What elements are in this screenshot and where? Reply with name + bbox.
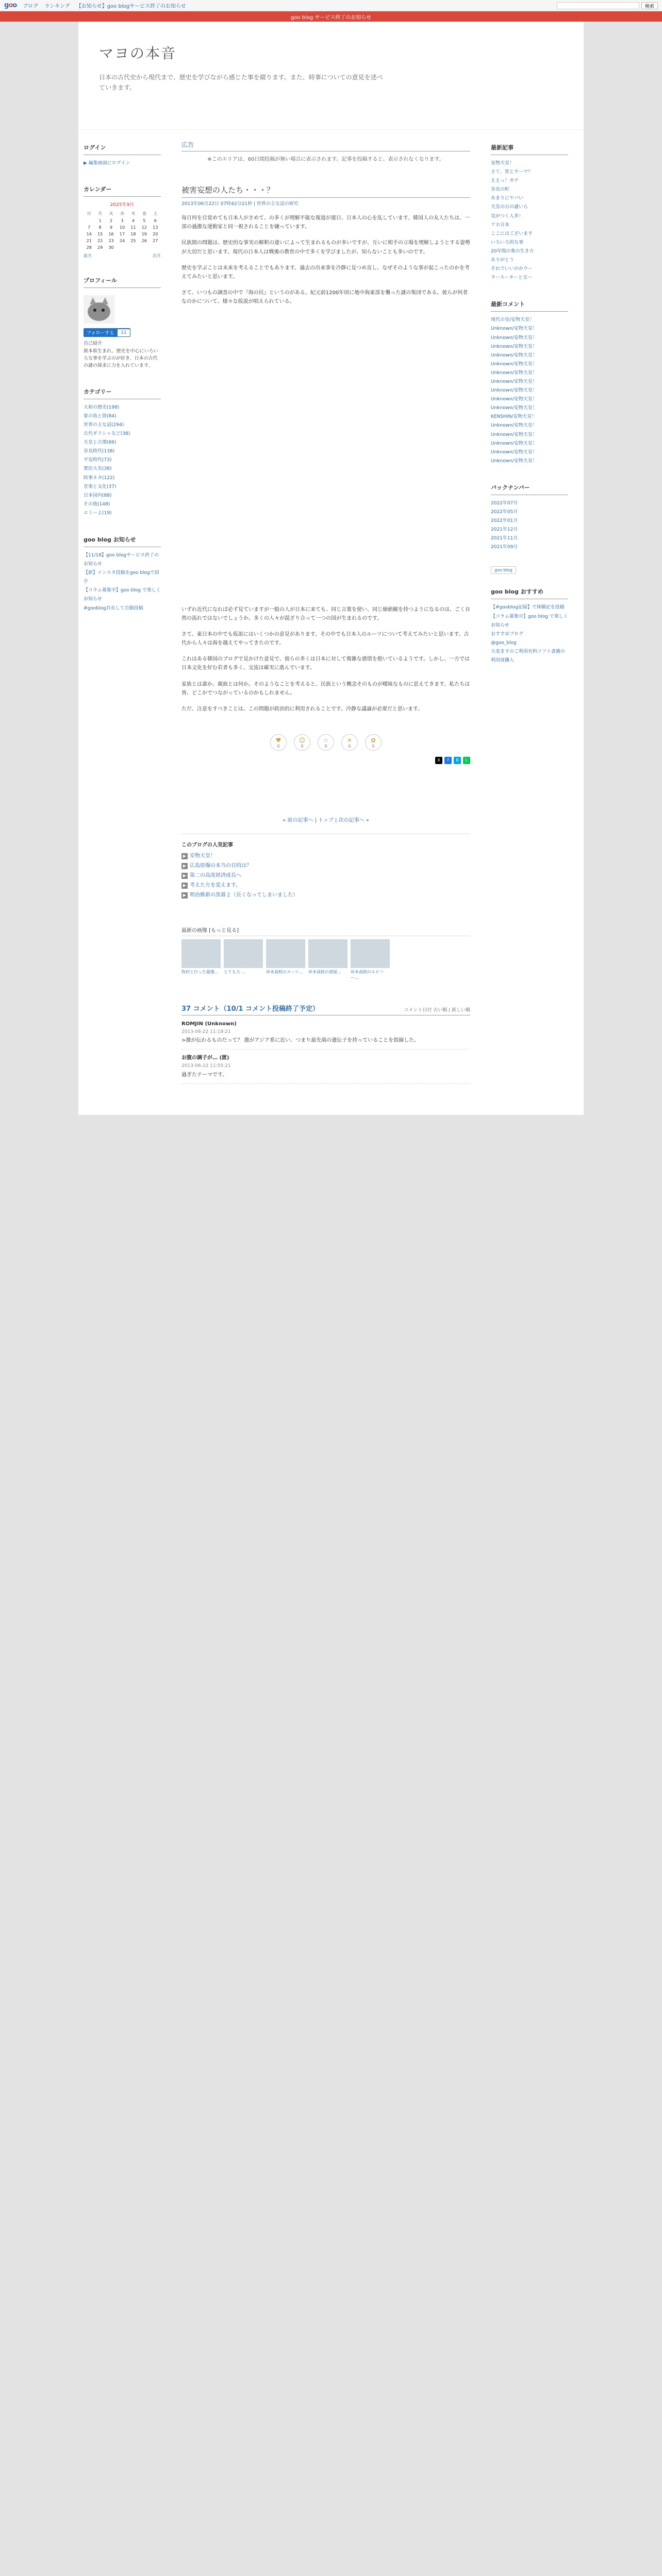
popular-item-label: 明治維新の黒幕２（長くなってしまいました） (190, 892, 298, 899)
recent-thumb (266, 939, 305, 968)
recent-posts-heading: 最新記事 (491, 140, 568, 155)
recent-comment-item[interactable]: Unknown/安物天皇！ (491, 352, 537, 358)
popular-item[interactable] (181, 880, 470, 890)
backnumber-heading: バックナンバー (491, 480, 568, 495)
recent-comment-item[interactable]: Unknown/安物天皇！ (491, 423, 537, 429)
recent-comment-item[interactable]: Unknown/安物天皇！ (491, 432, 537, 437)
recent-image-card[interactable] (308, 939, 347, 980)
reaction-icon: ☀ (346, 736, 353, 744)
left-sidebar (78, 140, 166, 1084)
recommend-item[interactable]: おすすめブログ (491, 631, 524, 637)
calendar-weekday: 木 (131, 211, 136, 216)
follow-label: フォローする (87, 331, 114, 336)
reaction-count: 0 (348, 743, 351, 749)
share-buttons (181, 757, 470, 764)
rank-badge: ▶ (181, 853, 188, 859)
calendar-day: 27 (153, 239, 158, 244)
category-heading: カテゴリー (84, 384, 161, 399)
recent-image-title: とても大 … (224, 970, 246, 975)
comment-date: 2013-06-22 11:19:21 (181, 1029, 231, 1035)
category-item[interactable]: 時事ネタ(122) (84, 475, 115, 481)
post-pager[interactable]: « 前の記事へ | トップ | 次の記事へ » (283, 818, 369, 824)
comments-heading: 37 コメント（10/1 コメント投稿終了予定） (181, 1005, 320, 1013)
global-nav (0, 0, 662, 11)
recent-image-title: 岸本高校のスーツ… (266, 970, 303, 975)
post-paragraph: 家族とは誰か。親族とは何か。そのようなことを考えると、民族という概念そのものが曖昧なものに思えてきます。私たちは皆、どこかでつながっているのかもしれません。 (181, 681, 470, 696)
calendar-day: 1 (98, 218, 102, 224)
reaction-button[interactable] (341, 734, 358, 751)
category-item[interactable]: エミーよ(19) (84, 510, 112, 516)
recent-thumb (351, 939, 390, 968)
recent-comment-item[interactable]: Unknown/安物天皇！ (491, 326, 537, 332)
gnav-link-notice[interactable]: 【お知らせ】goo blogサービス終了のお知らせ (76, 4, 186, 9)
comment-author[interactable]: ROMJIN (Unknown) (181, 1021, 237, 1027)
login-box (84, 140, 161, 167)
recent-image-card[interactable] (266, 939, 305, 980)
recent-image-card[interactable] (181, 939, 221, 980)
backnumber-item[interactable]: 2022年05月 (491, 510, 518, 515)
recent-post-item[interactable]: ありがとう (491, 258, 515, 263)
category-item[interactable]: 大和の歴史(198) (84, 404, 120, 410)
profile-text: 熊本県生まれ。歴史を中心にいろいろな事を学ぶのが好き、日本の古代の謎の探求に力を入れています。 (84, 348, 158, 369)
calendar-day: 17 (119, 232, 125, 237)
recent-post-item[interactable]: あまりにヤバい (491, 196, 524, 201)
post-paragraph: いずれ近代になれば必ず見ていますが一般の人が日本に来ても、同じ言葉を使い、同じ価値観を持つようになるのは、ごく自然の流れではないでしょうか。多くの人々が混ざり合って一つの国が生まれるのです。 (181, 606, 470, 621)
recent-comment-item[interactable]: Unknown/安物天皇！ (491, 344, 537, 349)
recommend-item[interactable]: 大変ますのご利用有料ソフト書籍の利用度購入 (491, 649, 566, 664)
comment (181, 1049, 470, 1083)
calendar-day: 18 (130, 232, 136, 237)
rank-badge: ▶ (181, 873, 188, 879)
profile-name: 自己紹介 (84, 341, 103, 347)
calendar-day: 24 (119, 239, 125, 244)
post-meta[interactable]: 2013年06月22日 07時42分21秒 | 世界の主な話の研究 (181, 201, 299, 207)
follow-button[interactable] (84, 328, 130, 337)
popular-item[interactable] (181, 890, 470, 900)
category-item[interactable]: 奈良時代(138) (84, 449, 115, 454)
calendar-day (150, 244, 161, 251)
recent-post-item[interactable]: 20年間の奥の生き方 (491, 248, 534, 254)
popular-item-label: 広島原爆の本当の目的は？ (190, 863, 252, 869)
login-heading: ログイン (84, 140, 161, 155)
calendar-heading: カレンダー (84, 182, 161, 197)
recent-post-item[interactable]: ラースーターと宝ー (491, 275, 533, 281)
goo-notice-heading: goo blog お知らせ (84, 532, 161, 547)
calendar-day: 16 (108, 232, 114, 237)
reaction-count: 0 (301, 743, 304, 749)
category-item[interactable]: 世界の主な話(294) (84, 422, 124, 428)
rank-badge: ▶ (181, 892, 188, 899)
facebook-share-icon[interactable]: f (444, 757, 452, 764)
popular-item-label: 安物天皇！ (190, 853, 216, 859)
reaction-icon: ✿ (370, 736, 376, 744)
calendar-day (139, 244, 150, 251)
reaction-count: 0 (372, 743, 375, 749)
category-item[interactable]: 日本国内(88) (84, 493, 112, 498)
comment-author[interactable]: お腹の調子が… (匿) (181, 1055, 229, 1061)
right-sidebar (486, 140, 573, 1084)
recent-image-title: 岸本高校の部屋… (308, 970, 341, 975)
backnumber-item[interactable]: 2021年11月 (491, 536, 518, 541)
post-paragraph: 毎日何を目覚めても日本人がさめて、の多くが理解不能な報道が連日、日本人の心を乱しています。韓国人の友人たちは、一部の過激な運動家と同一視されることを嫌っています。 (181, 215, 470, 230)
recent-post-item[interactable]: 気がつく人多！ (491, 213, 524, 219)
reaction-icon: ♥ (275, 736, 282, 744)
recent-post-item[interactable]: 奈良の町 (491, 187, 510, 193)
recent-post-item[interactable]: 天皇の日の謎いら (491, 205, 528, 210)
recent-post-item[interactable]: それでいいのかウー (491, 266, 533, 272)
calendar-table (84, 210, 161, 251)
calendar-day: 28 (86, 245, 92, 250)
calendar-box (84, 182, 161, 259)
recent-comments-box (491, 297, 568, 466)
reaction-icon: ☆ (323, 736, 329, 744)
recent-posts-box (491, 140, 568, 282)
backnumber-box (491, 480, 568, 552)
recommend-item[interactable]: 【#gooblog記録】で体験記を投稿 (491, 605, 565, 611)
recent-comment-item[interactable]: Unknown/安物天皇！ (491, 361, 537, 367)
recommend-item[interactable]: 【コラム募集中】goo blog で楽しくお知らせ (491, 614, 568, 628)
post-image-space (181, 317, 481, 595)
post-paragraph: 民族間の問題は、歴史的な事実の解釈の違いによって生まれるものが多いですが、互いに相手の立場を理解しようとする姿勢が大切だと思います。現代の日本人は戦後の教育の中で多くを学びましたが、知らないことも多いのです。 (181, 240, 470, 255)
calendar-prev[interactable]: 前月 (84, 253, 92, 259)
comment (181, 1015, 470, 1049)
recent-image-title: 牧村と行った最後… (181, 970, 219, 975)
popular-item[interactable] (181, 861, 470, 871)
category-item[interactable]: 象の島と陸(84) (84, 413, 117, 419)
recent-images-heading[interactable]: 最新の画像 [もっと見る] (181, 926, 470, 936)
hatena-share-icon[interactable]: B (454, 757, 461, 764)
rank-badge: ▶ (181, 863, 188, 869)
profile-heading: プロフィール (84, 273, 161, 288)
recent-images (181, 939, 470, 980)
goo-notice-item[interactable]: 【11/18】goo blogサービス終了のお知らせ (84, 552, 159, 567)
recent-post-item[interactable]: いろいろ的な事 (491, 240, 524, 245)
gnav-search (557, 2, 658, 9)
category-box (84, 384, 161, 518)
reaction-count: 0 (277, 743, 280, 749)
popular-heading: このブログの人気記事 (181, 842, 233, 849)
gnav-link-blog[interactable]: ブログ (23, 4, 39, 9)
gnav-link-ranking[interactable]: ランキング (44, 4, 70, 9)
goo-notice-box (84, 532, 161, 613)
calendar-day: 21 (86, 239, 92, 244)
category-item[interactable]: 天皇と古墳(86) (84, 440, 117, 446)
comment-date: 2013-06-22 11:55:21 (181, 1063, 231, 1069)
login-link-label: 編集画面にログイン (88, 161, 130, 166)
post-paragraph: ただ、注意をすべきことは、この問題が政治的に利用されることです。冷静な議論が必要だと思います。 (181, 706, 423, 712)
category-item[interactable]: 古代ギリシャなど(38) (84, 431, 130, 437)
recent-comment-item[interactable]: Unknown/安物天皇！ (491, 379, 537, 384)
comment-text: >激が伝わるものだって？ 激がアジア系に近い、つまり最先端の遺伝子を持っていることを指摘した。 (181, 1038, 420, 1044)
recent-post-item[interactable]: アホ日本 (491, 222, 510, 228)
comments-sort[interactable]: コメント日付 古い順 | 新しい順 (404, 1007, 470, 1013)
recent-thumb (224, 939, 263, 968)
calendar-weekday: 金 (142, 211, 146, 216)
category-item[interactable]: 豊臣大名(38) (84, 466, 112, 472)
calendar-day: 25 (130, 239, 136, 244)
blog-title[interactable]: マヨの本音 (99, 45, 177, 62)
service-end-text: goo blog サービス終了のお知らせ (290, 14, 372, 21)
category-item[interactable]: 平安時代(73) (84, 457, 112, 463)
calendar-day: 29 (97, 245, 103, 250)
category-item[interactable]: 音楽と文化(37) (84, 484, 117, 489)
backnumber-item[interactable]: 2022年01月 (491, 518, 518, 524)
backnumber-item[interactable]: 2021年12月 (491, 527, 518, 533)
popular-item[interactable] (181, 871, 470, 880)
main-content (176, 140, 475, 1084)
reaction-button[interactable] (318, 734, 334, 751)
reaction-button[interactable] (365, 734, 382, 751)
calendar-day: 22 (97, 239, 103, 244)
calendar-day: 19 (141, 232, 147, 237)
recent-comment-item[interactable]: Unknown/安物天皇！ (491, 397, 537, 402)
calendar-day (84, 217, 94, 224)
recent-comment-item[interactable]: Unknown/安物天皇！ (491, 440, 537, 446)
calendar-weekday: 日 (87, 211, 91, 216)
reaction-buttons (181, 734, 470, 751)
reaction-icon: ☺ (299, 736, 306, 744)
calendar-weekday: 火 (109, 211, 113, 216)
reaction-button[interactable] (294, 734, 310, 751)
recent-comment-item[interactable]: KENSHIN/安物天皇！ (491, 414, 537, 420)
calendar-day: 30 (108, 245, 114, 250)
calendar-day (128, 244, 139, 251)
x-share-icon[interactable]: X (435, 757, 442, 764)
calendar-day: 2 (110, 218, 113, 224)
recent-comment-item[interactable]: Unknown/安物天皇！ (491, 370, 537, 376)
calendar-day: 7 (88, 225, 91, 230)
recent-image-card[interactable] (224, 939, 263, 980)
popular-item-label: 第二の高度経済成長へ (190, 873, 241, 879)
calendar-day: 20 (153, 232, 158, 237)
popular-item[interactable] (181, 851, 470, 861)
calendar-day: 4 (131, 218, 135, 224)
search-input[interactable] (557, 2, 639, 9)
blog-description: 日本の古代史から現代まで、歴史を学びながら感じた事を綴ります。また、時事についての意見を述べていきます。 (99, 74, 383, 92)
recent-image-title: 岸本高校のエピソー… (351, 970, 384, 980)
calendar-day: 23 (108, 239, 114, 244)
calendar-weekday: 土 (153, 211, 158, 216)
blog-header (78, 22, 584, 130)
calendar-month: 2025年9月 (110, 202, 135, 208)
recent-image-card[interactable] (351, 939, 390, 980)
recent-comments-heading: 最新コメント (491, 297, 568, 312)
reaction-button[interactable] (270, 734, 287, 751)
post-paragraph: さて、東日本の中でも仮説にはいくつかの意見があります。その中でも日本人のルーツについて考えてみたいと思います。古代から人々は海を越えてやってきたのです。 (181, 631, 469, 647)
recent-comment-item[interactable]: Unknown/安物天皇！ (491, 405, 537, 411)
follow-count: 11 (117, 329, 130, 337)
recent-comment-item[interactable]: Unknown/安物天皇！ (491, 449, 537, 455)
post-title[interactable]: 被害妄想の人たち・・・？ (181, 184, 470, 198)
recommend-item[interactable]: @goo_blog (491, 640, 517, 646)
rank-badge: ▶ (181, 883, 188, 889)
comment-text: 過ぎたテーマです。 (181, 1072, 228, 1078)
calendar-day: 11 (130, 225, 136, 230)
recent-comment-item[interactable]: Unknown/安物天皇！ (491, 388, 537, 394)
calendar-day: 9 (110, 225, 113, 230)
goo-blog-badge[interactable]: goo blog (491, 566, 516, 574)
reaction-count: 0 (324, 743, 327, 749)
goo-notice-item[interactable]: 【コラム募集中】goo blog で楽しくお知らせ (84, 588, 161, 602)
calendar-weekday: 月 (98, 211, 103, 216)
service-end-banner[interactable] (0, 11, 662, 22)
recent-thumb (181, 939, 221, 968)
calendar-weekday: 水 (120, 211, 124, 216)
goo-logo[interactable]: goo (4, 2, 17, 9)
calendar-day: 14 (86, 232, 92, 237)
calendar-day: 6 (154, 218, 157, 224)
calendar-day: 26 (141, 239, 147, 244)
goo-notice-item[interactable]: 【新】インスタ投稿をgoo blogで紹介 (84, 570, 159, 585)
recent-post-item[interactable]: 安物天皇！ (491, 161, 515, 166)
calendar-day: 3 (121, 218, 124, 224)
comments-header (181, 1003, 470, 1015)
inactive-notice: ※このエリアは、60日間投稿が無い場合に表示されます。記事を投稿すると、表示されなくなります。 (207, 157, 444, 162)
calendar-day: 13 (153, 225, 158, 230)
recent-comment-item[interactable]: Unknown/安物天皇！ (491, 335, 537, 341)
goo-notice-item[interactable]: #gooblog共有して自動投稿 (84, 605, 143, 611)
search-button[interactable]: 検索 (641, 2, 658, 9)
post-paragraph: これはある韓国のブログで見かけた意見で、彼らの多くは日本に対して複雑な感情を抱いているようです。しかし、一方では日本文化を好む若者も多く、交流は確実に進んでいます。 (181, 656, 470, 671)
calendar-next[interactable]: 次月 (153, 253, 161, 259)
login-link[interactable]: ▶ 編集画面にログイン (84, 161, 130, 166)
category-item[interactable]: その他(148) (84, 501, 110, 507)
recent-comment-item[interactable]: 現代の皇/安物天皇！ (491, 317, 535, 323)
recent-post-item[interactable]: ここにはございます (491, 231, 533, 236)
profile-box (84, 273, 161, 370)
calendar-day: 8 (98, 225, 102, 230)
recent-comment-item[interactable]: Unknown/安物天皇！ (491, 458, 537, 464)
recommend-heading: goo blog おすすめ (491, 584, 568, 599)
popular-item-label: 考えた方を変えます。 (190, 883, 241, 889)
page-wrapper (78, 22, 584, 1115)
calendar-day: 5 (143, 218, 146, 224)
recent-thumb (308, 939, 347, 968)
ad-label: 広告 (181, 140, 470, 151)
recommend-box (491, 584, 568, 665)
calendar-day: 10 (119, 225, 125, 230)
recent-post-item[interactable]: さて、皆とウーマ？ (491, 170, 533, 175)
recent-post-item[interactable]: ええっ！ガチ (491, 178, 519, 184)
calendar-day: 15 (97, 232, 103, 237)
backnumber-item[interactable]: 2021年09月 (491, 545, 518, 550)
backnumber-item[interactable]: 2022年07月 (491, 500, 518, 506)
avatar-cat-icon (84, 295, 114, 324)
calendar-day (117, 244, 127, 251)
line-share-icon[interactable]: L (463, 757, 470, 764)
calendar-day: 12 (141, 225, 147, 230)
post-paragraph: 歴史を学ぶことは未来を考えることでもあります。過去の出来事を冷静に見つめ直し、なぜそのような事が起こったのかを考えてみたいと思います。 (181, 265, 470, 280)
post-paragraph: さて、いつもの調査の中で『海の民』というのがある。紀元前1200年頃に地中海東部を襲った謎の集団である。彼らが何者なのかについて、様々な仮説が唱えられている。 (181, 290, 468, 305)
popular-posts (181, 834, 470, 900)
